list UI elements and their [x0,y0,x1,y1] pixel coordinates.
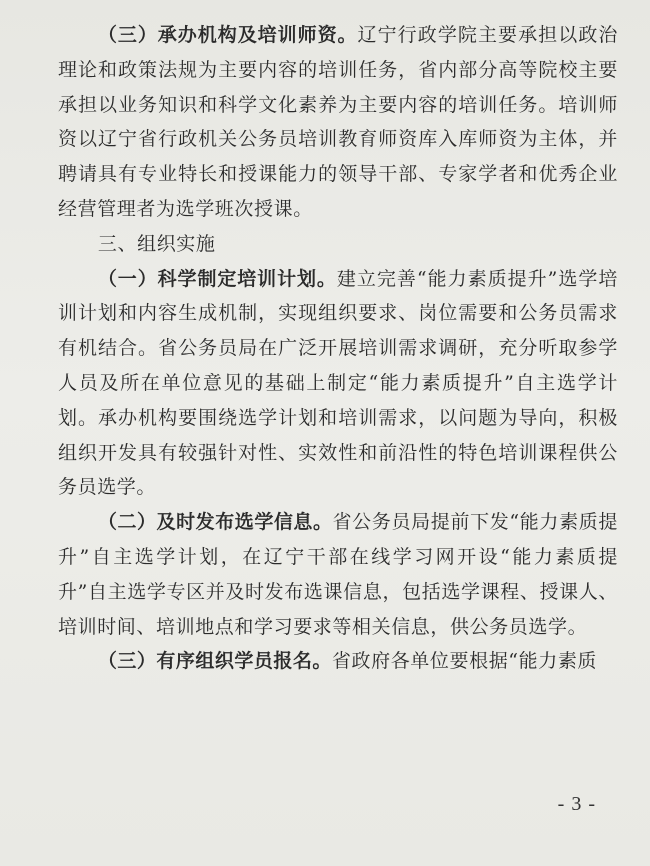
document-body [58,18,618,679]
paragraph-heading: （三）有序组织学员报名。 [97,650,332,673]
paragraph-heading: （一）科学制定培训计划。 [97,267,337,290]
paragraph-publish-info [58,505,618,644]
paragraph-text: 省政府各单位要根据“能力素质 [331,650,598,673]
paragraph-text: 省公务员局提前下发“能力素质提升”自主选学计划，在辽宁干部在线学习网开设“能力素质提升”自主选学专区并及时发布选课信息，包括选学课程、授课人、培训时间、培训地点和学习要求等相关信息，供公务员选学。 [58,511,618,638]
paragraph-heading: （二）及时发布选学信息。 [97,511,333,534]
paragraph-heading: （三）承办机构及培训师资。 [97,24,358,46]
section-heading: 三、组织实施 [97,232,216,255]
paragraph-training-institutions [58,18,618,227]
paragraph-training-plan [58,262,618,506]
paragraph-registration [58,644,618,679]
page-number: - 3 - [557,793,596,815]
paragraph-text: 辽宁行政学院主要承担以政治理论和政策法规为主要内容的培训任务，省内部分高等院校主要承担以业务知识和科学文化素养为主要内容的培训任务。培训师资以辽宁省行政机关公务员培训教育师资库入库师资为主体，并聘请具有专业特长和授课能力的领导干部、专家学者和优秀企业经营管理者为选学班次授课。 [58,24,618,220]
paragraph-text: 建立完善“能力素质提升”选学培训计划和内容生成机制，实现组织要求、岗位需要和公务员需求有机结合。省公务员局在广泛开展培训需求调研，充分听取参学人员及所在单位意见的基础上制定“能力素质提升”自主选学计划。承办机构要围绕选学计划和培训需求，以问题为导向，积极组织开发具有较强针对性、实效性和前沿性的特色培训课程供公务员选学。 [58,267,618,499]
